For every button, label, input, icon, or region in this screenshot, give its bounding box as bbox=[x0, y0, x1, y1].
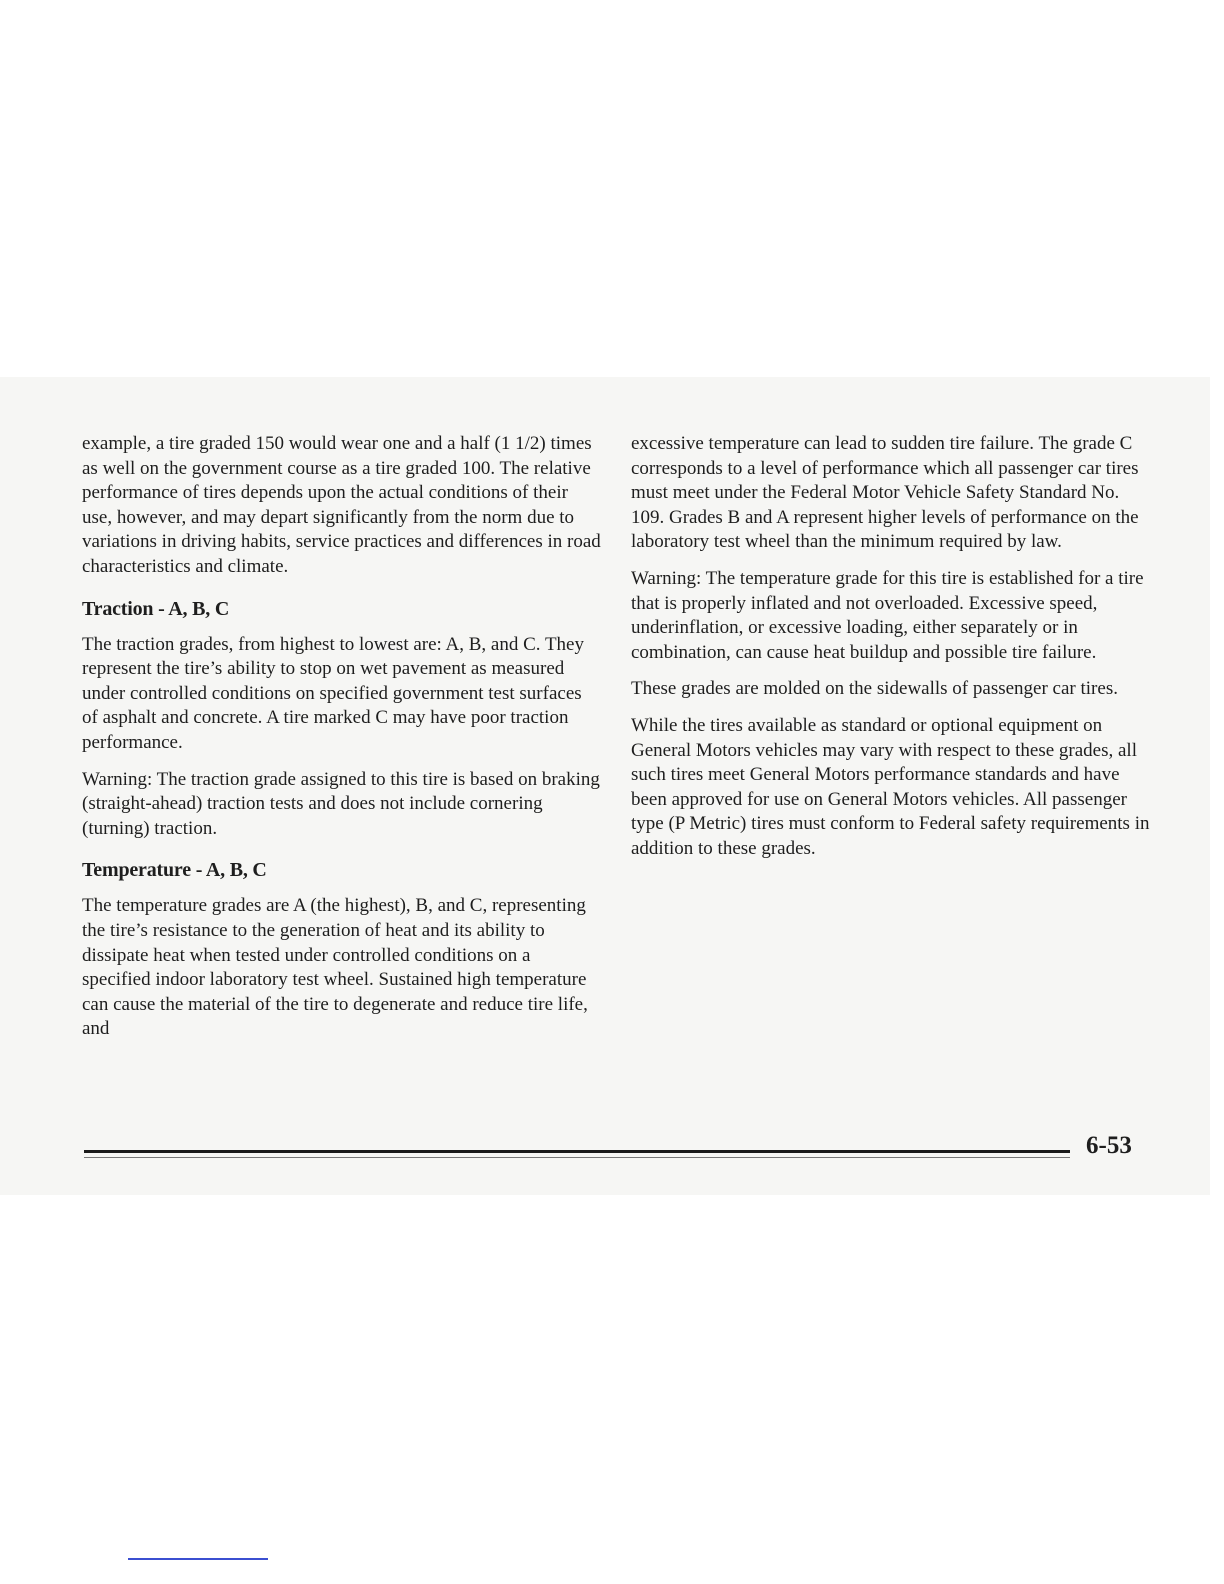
left-column bbox=[82, 432, 602, 1054]
paragraph-gm-standards: While the tires available as standard or optional equipment on General Motors vehicles may vary with respect to these grades, all such tires meet General Motors performance standards and have been approved for use on General Motors vehicles. All passenger type (P Metric) tires must conform to Federal safety requirements in addition to these grades. bbox=[631, 714, 1150, 859]
paragraph-temperature-warning: Warning: The temperature grade for this tire is established for a tire that is properly inflated and not overloaded. Excessive speed, underinflation, or excessive loading, either separately or in combination, can cause heat buildup and possible tire failure. bbox=[631, 567, 1144, 663]
right-column bbox=[631, 432, 1151, 874]
footer-rule-thin bbox=[84, 1157, 1070, 1158]
page-number: 6-53 bbox=[1086, 1132, 1132, 1159]
paragraph-temperature-continued: excessive temperature can lead to sudden tire failure. The grade C corresponds to a level of performance which all passenger car tires must meet under the Federal Motor Vehicle Safety Standard No. 109. Grades B and A represent higher levels of performance on the laboratory test wheel than the minimum required by law. bbox=[631, 433, 1139, 553]
footer-rule bbox=[84, 1150, 1070, 1153]
paragraph-temperature-grades: The temperature grades are A (the highest), B, and C, representing the tire’s resistance to the generation of heat and its ability to dissipate heat when tested under controlled conditions on a specified indoor laboratory test wheel. Sustained high temperature can cause the material of the tire to degenerate and reduce tire life, and bbox=[82, 895, 588, 1040]
paragraph-treadwear-continued: example, a tire graded 150 would wear one and a half (1 1/2) times as well on the government course as a tire graded 100. The relative performance of tires depends upon the actual conditions of their use, however, and may depart significantly from the norm due to variations in driving habits, service practices and differences in road characteristics and climate. bbox=[82, 433, 601, 577]
heading-temperature: Temperature - A, B, C bbox=[82, 859, 267, 882]
paragraph-traction-grades: The traction grades, from highest to lowest are: A, B, and C. They represent the tire’s ability to stop on wet pavement as measured under controlled conditions on specified government test surfaces of asphalt and concrete. A tire marked C may have poor traction performance. bbox=[82, 633, 584, 753]
paragraph-traction-warning: Warning: The traction grade assigned to this tire is based on braking (straight-ahead) traction tests and does not include cornering (turning) traction. bbox=[82, 768, 600, 839]
paragraph-molded-grades: These grades are molded on the sidewalls of passenger car tires. bbox=[631, 678, 1118, 700]
bottom-divider bbox=[128, 1558, 268, 1560]
heading-traction: Traction - A, B, C bbox=[82, 597, 230, 620]
